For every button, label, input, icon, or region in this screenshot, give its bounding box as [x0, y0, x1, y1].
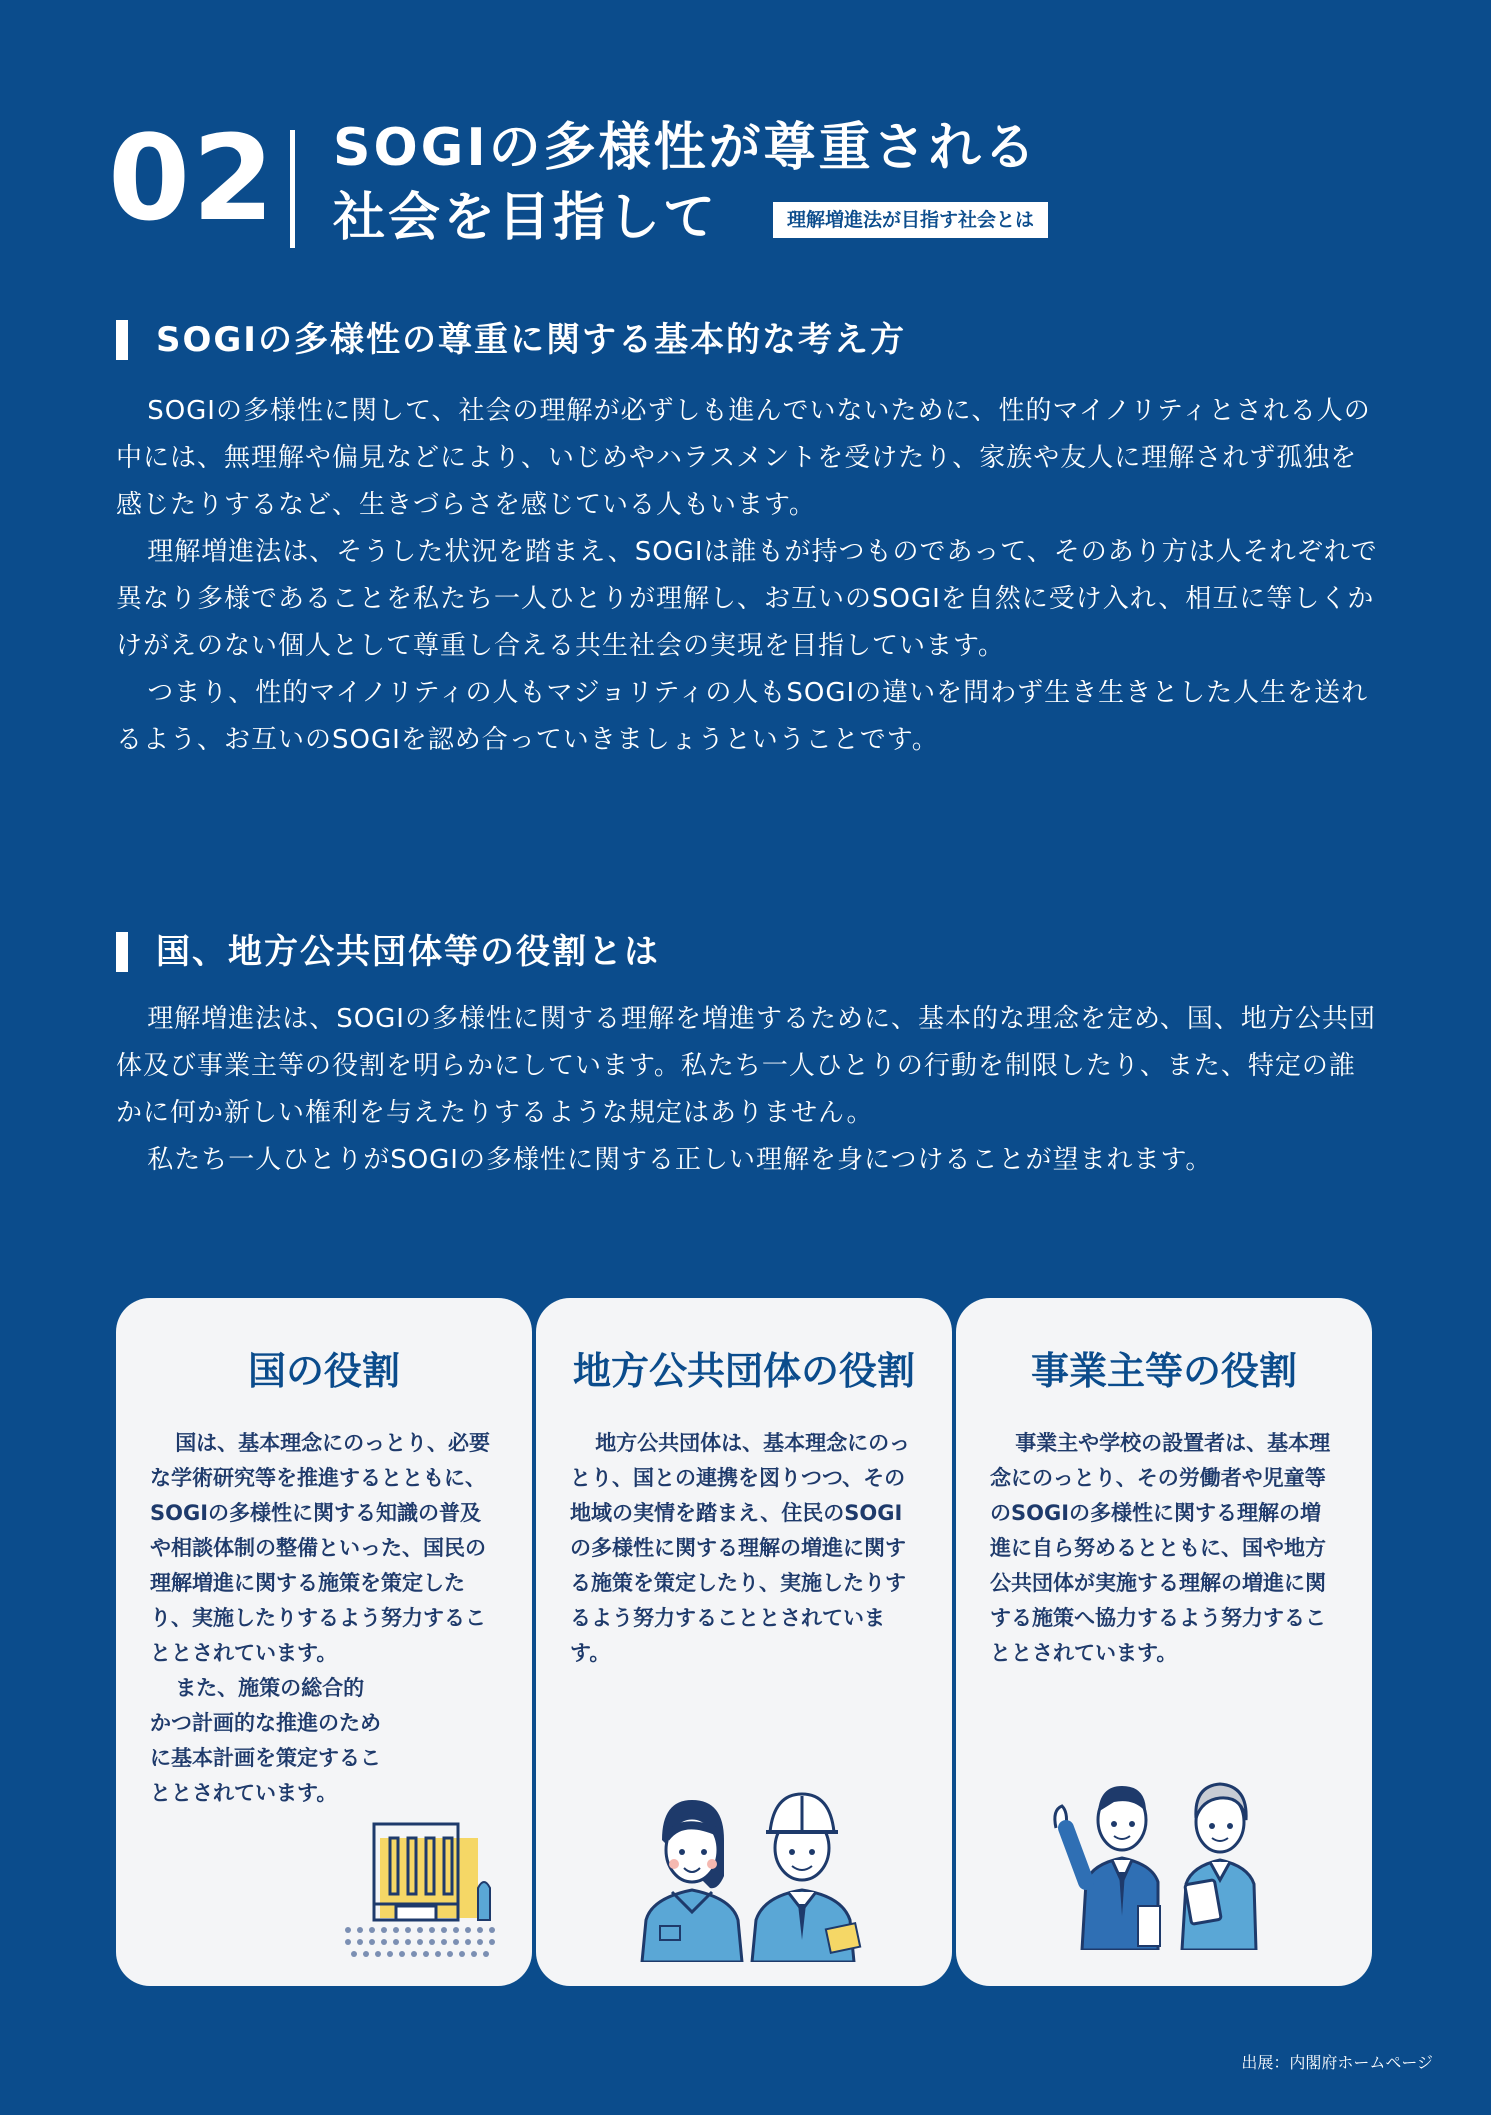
- card-paragraph: 国は、基本理念にのっとり、必要な学術研究等を推進するとともに、SOGIの多様性に関する知識の普及や相談体制の整備といった、国民の理解増進に関する施策を策定したり、実施したりするよう努力することとされています。: [150, 1431, 490, 1665]
- role-card-local-government: [536, 1298, 952, 1986]
- chapter-number: 02: [108, 109, 277, 247]
- section1-paragraph: SOGIの多様性に関して、社会の理解が必ずしも進んでいないために、性的マイノリティとされる人の中には、無理解や偏見などにより、いじめやハラスメントを受けたり、家族や友人に理解されず孤独を感じたりするなど、生きづらさを感じている人もいます。: [116, 396, 1371, 520]
- card-text: [990, 1426, 1340, 1671]
- card-text: [570, 1426, 920, 1671]
- card-title: 国の役割: [247, 1349, 400, 1393]
- local-government-workers-icon: [632, 1780, 872, 1962]
- section1-body: [116, 388, 1378, 764]
- section2-paragraph: 理解増進法は、SOGIの多様性に関する理解を増進するために、基本的な理念を定め、国、地方公共団体及び事業主等の役割を明らかにしています。私たち一人ひとりの行動を制限したり、また、特定の誰かに何か新しい権利を与えたりするような規定はありません。: [116, 1004, 1376, 1128]
- card-title: 地方公共団体の役割: [572, 1349, 915, 1393]
- section2-body: [116, 996, 1378, 1184]
- card-title: 事業主等の役割: [1030, 1349, 1297, 1393]
- card-paragraph: 事業主や学校の設置者は、基本理念にのっとり、その労働者や児童等のSOGIの多様性に関する理解の増進に自ら努めるとともに、国や地方公共団体が実施する理解の増進に関する施策へ協力するよう努力することとされています。: [990, 1431, 1331, 1665]
- role-card-business: [956, 1298, 1372, 1986]
- card-paragraph: 地方公共団体は、基本理念にのっとり、国との連携を図りつつ、その地域の実情を踏まえ、住民のSOGIの多様性に関する理解の増進に関する施策を策定したり、実施したりするよう努力することとされています。: [570, 1431, 910, 1665]
- page-title-line1: SOGIの多様性が尊重される: [333, 118, 1039, 178]
- role-card-national: [116, 1298, 532, 1986]
- card-text: [150, 1426, 500, 1811]
- page-title-line2: 社会を目指して: [333, 188, 719, 248]
- subtitle-badge: 理解増進法が目指す社会とは: [773, 202, 1048, 238]
- card-paragraph: また、施策の総合的かつ計画的な推進のために基本計画を策定することとされています。: [150, 1676, 381, 1805]
- government-building-icon: [338, 1818, 510, 1964]
- section1-paragraph: つまり、性的マイノリティの人もマジョリティの人もSOGIの違いを問わず生き生きとした人生を送れるよう、お互いのSOGIを認め合っていきましょうということです。: [116, 678, 1369, 755]
- section1-paragraph: 理解増進法は、そうした状況を踏まえ、SOGIは誰もが持つものであって、そのあり方は人それぞれで異なり多様であることを私たち一人ひとりが理解し、お互いのSOGIを自然に受け入れ、相互に等しくかけがえのない個人として尊重し合える共生社会の実現を目指しています。: [116, 537, 1378, 661]
- section1-heading: SOGIの多様性の尊重に関する基本的な考え方: [116, 318, 906, 362]
- business-people-icon: [1042, 1756, 1282, 1950]
- section2-paragraph: 私たち一人ひとりがSOGIの多様性に関する正しい理解を身につけることが望まれます。: [147, 1145, 1213, 1175]
- source-note: 出展：内閣府ホームページ: [1241, 2053, 1433, 2072]
- header-divider: [290, 130, 295, 248]
- section2-heading: 国、地方公共団体等の役割とは: [116, 930, 660, 974]
